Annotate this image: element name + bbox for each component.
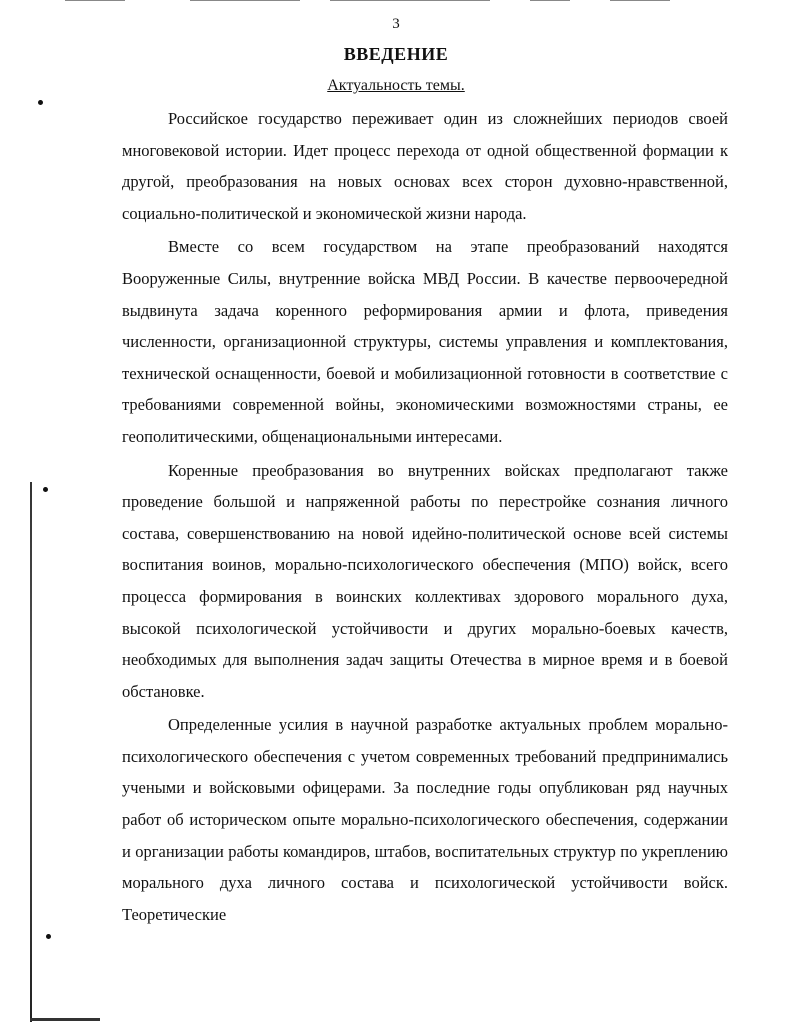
scan-artifact-dot (43, 487, 48, 492)
scan-artifact-dot (46, 934, 51, 939)
page-title: ВВЕДЕНИЕ (343, 44, 449, 64)
scan-artifact-line (190, 0, 300, 1)
paragraph: Коренные преобразования во внутренних войсках предполагают также проведение большой и напряженной работы по перестройке сознания личного состава, совершенствованию на новой идейно-политической основе всей системы воспитания воинов, морально-психологического обеспечения (МПО) войск, всего процесса формирования в воинских коллективах здорового морального духа, высокой психологической устойчивости и других морально-боевых качеств, необходимых для выполнения задач защиты Отечества в мирное время и в боевой обстановке. (122, 460, 728, 701)
body-text (122, 103, 728, 932)
paragraph: Российское государство переживает один из сложнейших периодов своей многовековой истории. Идет процесс перехода от одной общественной формации к другой, преобразования на новых основах всех сторон духовно-нравственной, социально-политической и экономической жизни народа. (122, 109, 728, 223)
scan-artifact-line (610, 0, 670, 1)
scan-artifact-line (65, 0, 125, 1)
scan-artifact-line (330, 0, 490, 1)
scan-artifact-edge (30, 482, 32, 1022)
page-number: 3 (392, 16, 400, 32)
scan-artifact-line (530, 0, 570, 1)
scan-artifact-line (30, 1018, 100, 1021)
scan-artifact-dot (38, 100, 43, 105)
section-subtitle: Актуальность темы. (327, 77, 465, 94)
paragraph: Вместе со всем государством на этапе преобразований находятся Вооруженные Силы, внутренние войска МВД России. В качестве первоочередной выдвинута задача коренного реформирования армии и флота, приведения численности, организационной структуры, системы управления и комплектования, технической оснащенности, боевой и мобилизационной готовности в соответствие с требованиями современной войны, экономическими возможностями страны, ее геополитическими, общенациональными интересами. (122, 237, 728, 446)
paragraph: Определенные усилия в научной разработке актуальных проблем морально-психологического обеспечения с учетом современных требований предпринимались учеными и войсковыми офицерами. За последние годы опубликован ряд научных работ об историческом опыте морально-психологического обеспечения, содержании и организации работы командиров, штабов, воспитательных структур по укреплению морального духа личного состава и психологической устойчивости войск. Теоретические (122, 715, 728, 924)
